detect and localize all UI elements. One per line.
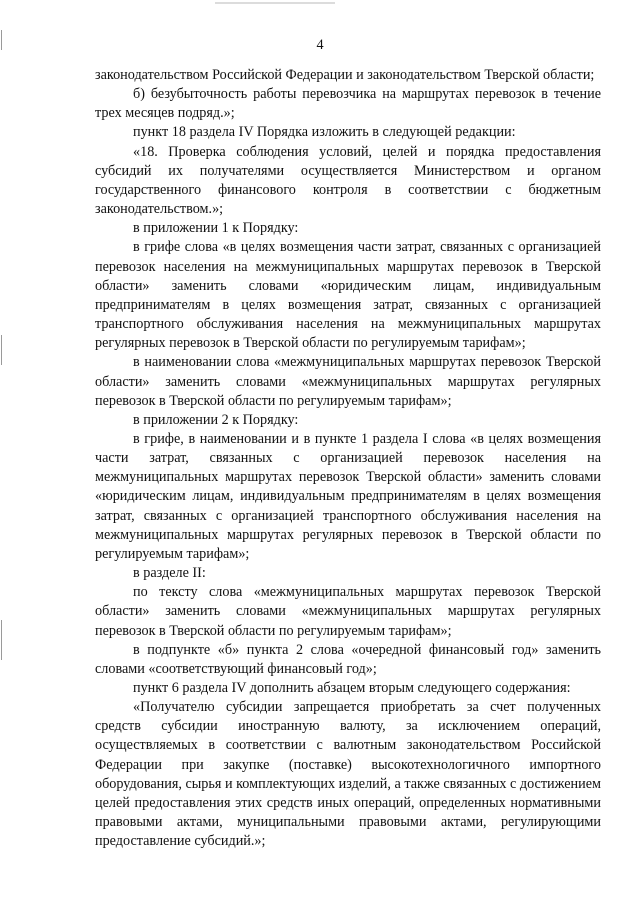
paragraph: по тексту слова «межмуниципальных маршрутах перевозок Тверской области» заменить словами «межмуниципальных маршрутах регулярных перевозок в Тверской области по регулируемым тарифам»; [95,584,601,639]
paragraph: в приложении 1 к Порядку: [133,220,299,237]
paragraph: в приложении 2 к Порядку: [133,411,299,428]
paragraph: в наименовании слова «межмуниципальных маршрутах перевозок Тверской области» заменить словами «межмуниципальных маршрутах регулярных перевозок в Тверской области по регулируемым тарифам»; [95,354,601,409]
paragraph: в грифе слова «в целях возмещения части затрат, связанных с организацией перевозок населения на межмуниципальных маршрутах перевозок в Тверской области» заменить словами «юридическим лицам, индивидуальным предпринимателям в целях возмещения затрат, связанных с организацией транспортного обслуживания населения на межмуниципальных маршрутах регулярных перевозок в Тверской области по регулируемым тарифам»; [95,239,601,352]
page-number: 4 [316,37,324,53]
paragraph: «18. Проверка соблюдения условий, целей и порядка предоставления субсидий их получателями осуществляется Министерством и органом государственного финансового контроля в соответствии с бюджетным законодательством.»; [95,143,601,218]
paragraph: пункт 6 раздела IV дополнить абзацем вторым следующего содержания: [133,680,571,696]
paragraph: пункт 18 раздела IV Порядка изложить в следующей редакции: [133,124,516,141]
paragraph: б) безубыточность работы перевозчика на маршрутах перевозок в течение трех месяцев подряд.»; [95,86,601,122]
paragraph: «Получателю субсидии запрещается приобретать за счет полученных средств субсидии иностранную валюту, за исключением операций, осуществляемых в соответствии с валютным законодательством Российской Федерации при закупке (поставке) высокотехнологичного импортного оборудования, сырья и комплектующих изделий, а также связанных с достижением целей предоставления этих средств иных операций, определенных нормативными правовыми актами, муниципальными правовыми актами, регулирующими предоставление субсидий.»; [95,699,601,850]
scan-margin-line [1,620,2,660]
paragraph: в подпункте «б» пункта 2 слова «очередной финансовый год» заменить словами «соответствующий финансовый год»; [95,641,601,677]
scan-margin-line [1,335,2,365]
paragraph: в грифе, в наименовании и в пункте 1 раздела I слова «в целях возмещения части затрат, связанных с организацией перевозок населения на межмуниципальных маршрутах перевозок Тверской области» заменить словами «юридическим лицам, индивидуальным предпринимателям в целях возмещения затрат, связанных с организацией транспортного обслуживания населения на межмуниципальных маршрутах регулярных перевозок в Тверской области по регулируемым тарифам»; [95,430,601,562]
document-body [95,66,601,851]
paragraph: в разделе II: [133,565,206,582]
paragraph: законодательством Российской Федерации и законодательством Тверской области; [95,67,595,83]
scan-artifact [215,2,335,4]
